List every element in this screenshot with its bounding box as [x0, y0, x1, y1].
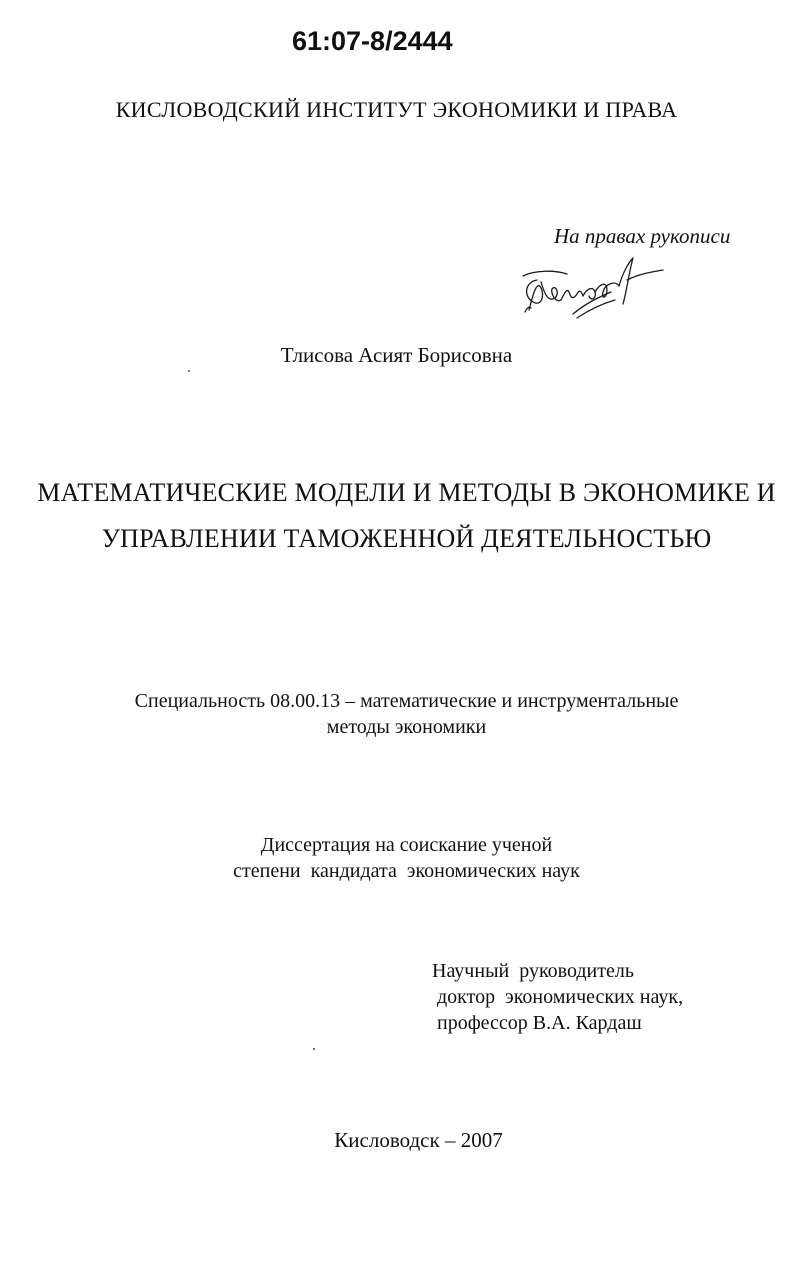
dissertation-line-2: степени кандидата экономических наук [233, 860, 580, 882]
rights-note: На правах рукописи [554, 224, 731, 248]
specialty-line-1: Специальность 08.00.13 – математические и инструментальные [134, 690, 679, 712]
dissertation-degree [0, 832, 793, 884]
dissertation-title [0, 470, 793, 562]
signature-image [515, 252, 665, 332]
supervisor-line-1: Научный руководитель [432, 960, 634, 982]
supervisor-line-3: профессор В.А. Кардаш [437, 1012, 642, 1034]
title-line-1: МАТЕМАТИЧЕСКИЕ МОДЕЛИ И МЕТОДЫ В ЭКОНОМИКЕ И [37, 478, 776, 507]
institute-name: КИСЛОВОДСКИЙ ИНСТИТУТ ЭКОНОМИКИ И ПРАВА [115, 97, 678, 122]
author-name: Тлисова Асият Борисовна [280, 343, 513, 367]
dissertation-line-1: Диссертация на соискание ученой [260, 834, 553, 856]
city-year: Кисловодск – 2007 [334, 1128, 503, 1152]
title-line-2: УПРАВЛЕНИИ ТАМОЖЕННОЙ ДЕЯТЕЛЬНОСТЬЮ [101, 524, 712, 553]
scan-speck [313, 1048, 315, 1050]
specialty-line-2: методы экономики [326, 716, 487, 738]
supervisor-line-2: доктор экономических наук, [437, 986, 684, 1008]
supervisor-block [432, 958, 683, 1036]
scan-speck [188, 370, 190, 372]
specialty [0, 688, 793, 740]
catalog-number: 61:07-8/2444 [292, 26, 453, 56]
